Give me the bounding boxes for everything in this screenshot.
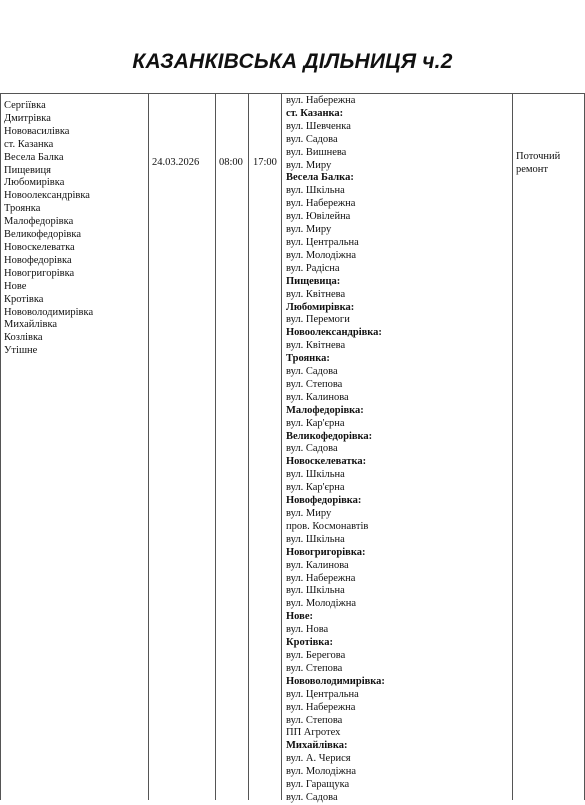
village-item: Любомирівка [4, 177, 65, 189]
village-item: Кротівка [4, 293, 44, 305]
village-item: Весела Балка [4, 151, 64, 163]
street-item: вул. Садова [286, 791, 338, 803]
street-item: вул. Гаращука [286, 779, 350, 791]
work-type-cell [516, 151, 560, 177]
street-item: вул. Шкільна [286, 533, 345, 545]
street-item: вул. Набережна [286, 701, 356, 713]
date-cell: 24.03.2026 [152, 157, 200, 168]
street-item: вул. Квітнева [286, 340, 346, 352]
street-item: вул. Квітнева [286, 288, 346, 300]
street-item: вул. Кар'єрна [286, 417, 345, 429]
locality-heading: Новогригорівка: [286, 546, 366, 558]
street-item: вул. Центральна [286, 688, 359, 700]
street-item: вул. Молодіжна [286, 249, 357, 261]
street-item: вул. Степова [286, 714, 343, 726]
street-item: вул. Берегова [286, 649, 346, 661]
street-item: вул. Молодіжна [286, 766, 357, 778]
work-type-line: ремонт [516, 163, 549, 175]
village-item: Великофедорівка [4, 229, 81, 241]
locality-heading: Кротівка: [286, 637, 333, 649]
street-item: вул. Шевченка [286, 120, 351, 132]
locality-heading: Малофедорівка: [286, 404, 364, 416]
column-divider [148, 93, 149, 800]
street-item: вул. Степова [286, 662, 343, 674]
street-item: вул. Набережна [286, 572, 356, 584]
time-from-cell: 08:00 [219, 157, 243, 168]
village-item: Новоолександрівка [4, 190, 90, 202]
locality-heading: Новоолександрівка: [286, 327, 382, 339]
locality-heading: Троянка: [286, 353, 330, 365]
village-item: Дмитрівка [4, 112, 51, 124]
street-item: вул. Калинова [286, 559, 349, 571]
village-item: Троянка [4, 203, 41, 215]
locality-heading: Великофедорівка: [286, 430, 373, 442]
village-item: ст. Казанка [4, 138, 54, 150]
time-to-cell: 17:00 [253, 157, 277, 168]
street-item: вул. Степова [286, 378, 343, 390]
street-item: вул. Перемоги [286, 314, 350, 326]
street-item: вул. Миру [286, 224, 332, 236]
village-item: Михайлівка [4, 319, 58, 331]
schedule-table [0, 93, 585, 803]
street-item: вул. Центральна [286, 236, 359, 248]
street-item: вул. Шкільна [286, 185, 345, 197]
locality-heading: Весела Балка: [286, 172, 354, 184]
village-item: Нововолодимирівка [4, 306, 94, 318]
column-divider [512, 93, 513, 800]
street-item: вул. Шкільна [286, 585, 345, 597]
street-item: вул. Набережна [286, 95, 356, 106]
street-item: вул. Шкільна [286, 469, 345, 481]
street-item: вул. Радісна [286, 262, 340, 274]
locality-heading: Новоскелеватка: [286, 456, 367, 468]
locality-heading: Новофедорівка: [286, 495, 362, 507]
street-item: вул. Набережна [286, 198, 356, 210]
village-item: Нове [4, 280, 27, 292]
village-item: Новоскелеватка [4, 241, 75, 253]
village-item: Новофедорівка [4, 254, 72, 266]
column-divider [215, 93, 216, 800]
village-item: Новогригорівка [4, 267, 75, 279]
street-item: пров. Космонавтів [286, 520, 369, 532]
table-top-border [0, 93, 585, 94]
street-item: вул. А. Черися [286, 753, 351, 765]
street-item: вул. Молодіжна [286, 598, 357, 610]
column-divider [281, 93, 282, 800]
locality-heading: Пищевица: [286, 275, 341, 287]
page-title: КАЗАНКІВСЬКА ДІЛЬНИЦЯ ч.2 [132, 50, 453, 73]
street-item: вул. Вишнева [286, 146, 347, 158]
street-item: вул. Садова [286, 366, 338, 378]
street-item: вул. Миру [286, 508, 332, 519]
locality-heading: Любомирівка: [286, 301, 355, 313]
street-item: вул. Садова [286, 133, 338, 145]
column-divider [0, 93, 1, 800]
village-item: Утішне [4, 345, 38, 357]
street-item: вул. Миру [286, 159, 332, 171]
streets-cell [286, 95, 385, 805]
street-item: вул. Калинова [286, 391, 349, 403]
locality-heading: Нововолодимирівка: [286, 675, 385, 687]
street-item: вул. Нова [286, 624, 329, 636]
village-item: Пищевиця [4, 164, 51, 176]
locality-heading: Михайлівка: [286, 740, 348, 752]
village-item: Сергіївка [4, 100, 46, 111]
villages-cell [4, 100, 93, 358]
street-item: ПП Агротех [286, 727, 341, 739]
locality-heading: ст. Казанка: [286, 107, 344, 119]
column-divider [248, 93, 249, 800]
village-item: Малофедорівка [4, 216, 74, 228]
work-type-line: Поточний [516, 151, 561, 162]
street-item: вул. Ювілейна [286, 211, 351, 223]
locality-heading: Нове: [286, 611, 313, 623]
street-item: вул. Садова [286, 443, 338, 455]
street-item: вул. Кар'єрна [286, 482, 345, 494]
village-item: Козлівка [4, 332, 43, 344]
village-item: Нововасилівка [4, 125, 70, 137]
